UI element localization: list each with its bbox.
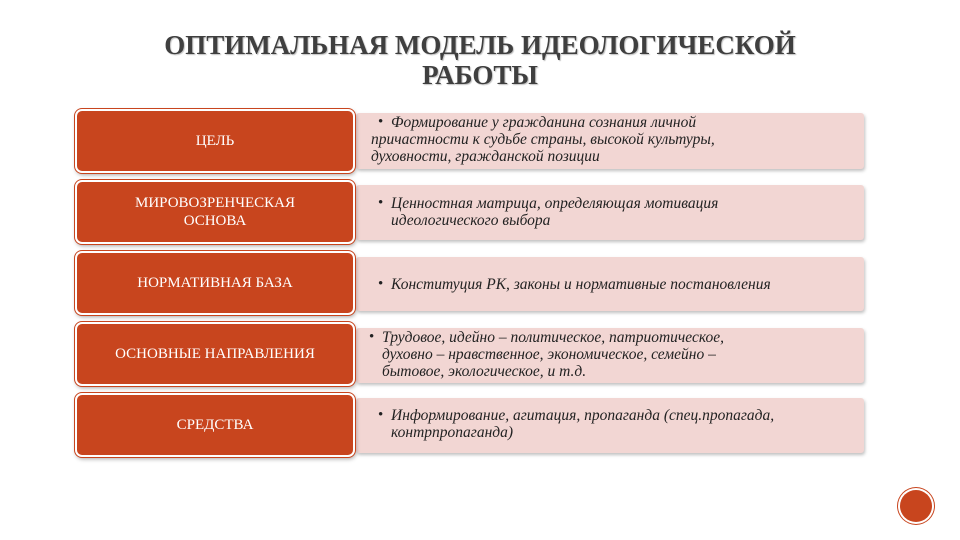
label-text: ОСНОВНЫЕ НАПРАВЛЕНИЯ xyxy=(115,346,315,362)
row-normative-label xyxy=(75,251,355,315)
label-text: НОРМАТИВНАЯ БАЗА xyxy=(137,275,293,291)
label-text: СРЕДСТВА xyxy=(176,417,254,433)
description-line: духовно – нравственное, экономическое, семейно – xyxy=(382,346,716,363)
description-line: Конституция РК, законы и нормативные постановления xyxy=(391,276,771,293)
row-directions-label xyxy=(75,322,355,386)
description-line: идеологического выбора xyxy=(391,212,551,229)
row-directions-description xyxy=(356,328,864,383)
bullet: • xyxy=(378,276,384,292)
label-text: ЦЕЛЬ xyxy=(195,133,235,149)
description-line: Трудовое, идейно – политическое, патриотическое, xyxy=(382,329,725,346)
row-means-description xyxy=(356,398,864,453)
title-line-1: ОПТИМАЛЬНАЯ МОДЕЛЬ ИДЕОЛОГИЧЕСКОЙ xyxy=(164,30,796,60)
slide-title xyxy=(0,30,960,90)
description-line: контрпропаганда) xyxy=(391,424,514,441)
slide-number-badge xyxy=(900,490,932,522)
bullet: • xyxy=(378,114,384,130)
title-line-2: РАБОТЫ xyxy=(422,60,538,90)
label-text: МИРОВОЗРЕНЧЕСКАЯ xyxy=(135,195,295,211)
description-line: Формирование у гражданина сознания личной xyxy=(391,114,697,131)
description-line: причастности к судьбе страны, высокой культуры, xyxy=(371,131,715,148)
row-goal-label xyxy=(75,109,355,173)
label-text: ОСНОВА xyxy=(183,213,247,229)
description-line: бытовое, экологическое, и т.д. xyxy=(382,363,587,380)
bullet: • xyxy=(369,329,375,345)
description-line: Информирование, агитация, пропаганда (спец.пропагада, xyxy=(391,407,775,424)
bullet: • xyxy=(378,195,384,211)
row-means-label xyxy=(75,393,355,457)
row-normative-description xyxy=(356,257,864,311)
row-goal-description xyxy=(356,113,864,169)
row-worldview-label xyxy=(75,180,355,244)
bullet: • xyxy=(378,407,384,423)
row-worldview-description xyxy=(356,185,864,240)
description-line: Ценностная матрица, определяющая мотивация xyxy=(391,195,719,212)
description-line: духовности, гражданской позиции xyxy=(371,148,600,165)
